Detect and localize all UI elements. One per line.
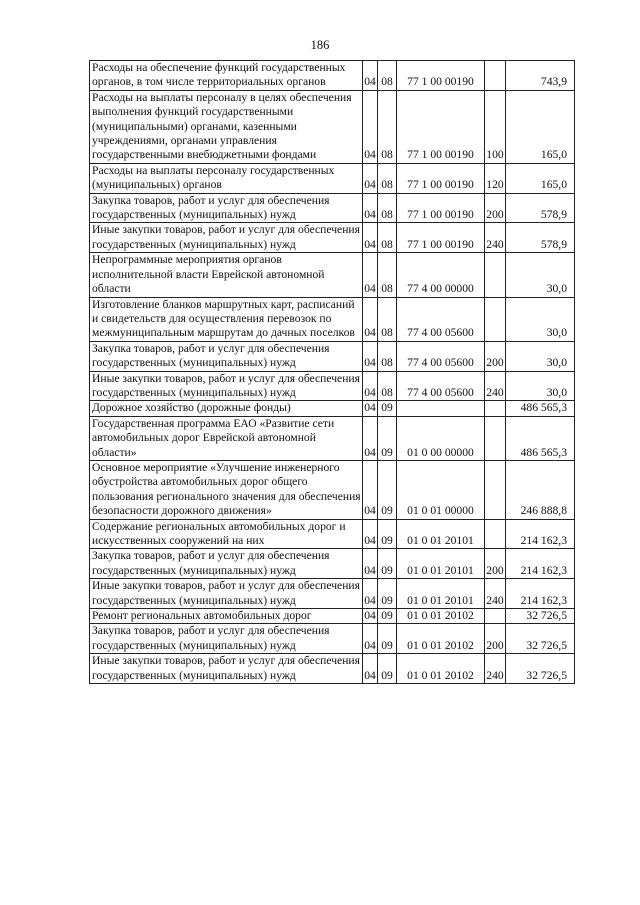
row-name: Закупка товаров, работ и услуг для обеспечения государственных (муниципальных) нужд xyxy=(90,341,363,371)
row-target-article: 01 0 01 20101 xyxy=(397,579,485,609)
table-row xyxy=(90,193,575,223)
table-row xyxy=(90,341,575,371)
table-row xyxy=(90,401,575,416)
row-target-article: 77 1 00 00190 xyxy=(397,193,485,223)
row-expense-type xyxy=(485,297,506,341)
row-expense-type: 200 xyxy=(485,624,506,654)
row-target-article: 77 1 00 00190 xyxy=(397,61,485,91)
row-subsection: 08 xyxy=(378,297,397,341)
row-name: Иные закупки товаров, работ и услуг для обеспечения государственных (муниципальных) нужд xyxy=(90,654,363,684)
row-target-article: 77 4 00 00000 xyxy=(397,253,485,297)
row-amount: 32 726,5 xyxy=(506,624,575,654)
row-name: Непрограммные мероприятия органов исполнительной власти Еврейской автономной области xyxy=(90,253,363,297)
row-name: Закупка товаров, работ и услуг для обеспечения государственных (муниципальных) нужд xyxy=(90,549,363,579)
row-subsection: 08 xyxy=(378,193,397,223)
row-expense-type: 200 xyxy=(485,193,506,223)
row-name: Иные закупки товаров, работ и услуг для обеспечения государственных (муниципальных) нужд xyxy=(90,579,363,609)
row-name: Расходы на выплаты персоналу государственных (муниципальных) органов xyxy=(90,163,363,193)
row-section: 04 xyxy=(363,519,378,549)
row-subsection: 08 xyxy=(378,61,397,91)
row-target-article: 77 1 00 00190 xyxy=(397,163,485,193)
row-name: Иные закупки товаров, работ и услуг для обеспечения государственных (муниципальных) нужд xyxy=(90,223,363,253)
row-target-article: 01 0 01 20102 xyxy=(397,624,485,654)
row-amount: 165,0 xyxy=(506,163,575,193)
table-row xyxy=(90,371,575,401)
row-subsection: 08 xyxy=(378,223,397,253)
row-amount: 32 726,5 xyxy=(506,609,575,624)
row-section: 04 xyxy=(363,297,378,341)
table-row xyxy=(90,416,575,460)
row-target-article: 01 0 01 20101 xyxy=(397,549,485,579)
row-name: Ремонт региональных автомобильных дорог xyxy=(90,609,363,624)
row-section: 04 xyxy=(363,654,378,684)
table-row xyxy=(90,460,575,519)
row-amount: 165,0 xyxy=(506,90,575,163)
row-section: 04 xyxy=(363,549,378,579)
row-section: 04 xyxy=(363,371,378,401)
row-expense-type xyxy=(485,416,506,460)
row-target-article: 01 0 01 00000 xyxy=(397,460,485,519)
table-row xyxy=(90,90,575,163)
row-expense-type: 200 xyxy=(485,549,506,579)
row-expense-type: 240 xyxy=(485,579,506,609)
table-row xyxy=(90,579,575,609)
row-subsection: 08 xyxy=(378,90,397,163)
row-expense-type xyxy=(485,61,506,91)
row-section: 04 xyxy=(363,90,378,163)
row-section: 04 xyxy=(363,416,378,460)
row-section: 04 xyxy=(363,341,378,371)
row-subsection: 08 xyxy=(378,253,397,297)
row-amount: 30,0 xyxy=(506,341,575,371)
row-section: 04 xyxy=(363,223,378,253)
budget-table xyxy=(89,60,575,684)
row-name: Расходы на выплаты персоналу в целях обеспечения выполнения функций государственными (муниципальными) органами, казенными учреждениями, органами управления государственными внебюджетными фондами xyxy=(90,90,363,163)
row-expense-type: 200 xyxy=(485,341,506,371)
table-row xyxy=(90,549,575,579)
row-subsection: 09 xyxy=(378,654,397,684)
table-row xyxy=(90,61,575,91)
row-section: 04 xyxy=(363,579,378,609)
row-section: 04 xyxy=(363,61,378,91)
table-row xyxy=(90,253,575,297)
page-number: 186 xyxy=(310,38,330,52)
row-target-article: 01 0 01 20102 xyxy=(397,654,485,684)
row-name: Содержание региональных автомобильных дорог и искусственных сооружений на них xyxy=(90,519,363,549)
row-target-article: 77 1 00 00190 xyxy=(397,223,485,253)
row-amount: 486 565,3 xyxy=(506,401,575,416)
row-target-article: 77 1 00 00190 xyxy=(397,90,485,163)
row-name: Закупка товаров, работ и услуг для обеспечения государственных (муниципальных) нужд xyxy=(90,624,363,654)
row-section: 04 xyxy=(363,624,378,654)
row-amount: 30,0 xyxy=(506,253,575,297)
row-expense-type: 240 xyxy=(485,654,506,684)
table-row xyxy=(90,297,575,341)
row-expense-type xyxy=(485,460,506,519)
row-name: Изготовление бланков маршрутных карт, расписаний и свидетельств для осуществления перевозок по межмуниципальным маршрутам до дачных поселков xyxy=(90,297,363,341)
row-section: 04 xyxy=(363,163,378,193)
row-target-article: 01 0 01 20101 xyxy=(397,519,485,549)
row-amount: 214 162,3 xyxy=(506,519,575,549)
row-expense-type: 240 xyxy=(485,223,506,253)
row-expense-type xyxy=(485,519,506,549)
row-expense-type: 100 xyxy=(485,90,506,163)
row-amount: 214 162,3 xyxy=(506,579,575,609)
row-subsection: 09 xyxy=(378,624,397,654)
table-row xyxy=(90,223,575,253)
row-subsection: 09 xyxy=(378,460,397,519)
row-amount: 32 726,5 xyxy=(506,654,575,684)
row-amount: 30,0 xyxy=(506,297,575,341)
row-subsection: 09 xyxy=(378,416,397,460)
table-row xyxy=(90,609,575,624)
row-section: 04 xyxy=(363,193,378,223)
row-expense-type xyxy=(485,401,506,416)
row-amount: 486 565,3 xyxy=(506,416,575,460)
table-row xyxy=(90,519,575,549)
row-target-article: 01 0 01 20102 xyxy=(397,609,485,624)
row-amount: 578,9 xyxy=(506,193,575,223)
table-row xyxy=(90,624,575,654)
row-target-article xyxy=(397,401,485,416)
row-target-article: 77 4 00 05600 xyxy=(397,341,485,371)
table-row xyxy=(90,163,575,193)
row-subsection: 09 xyxy=(378,579,397,609)
row-subsection: 09 xyxy=(378,609,397,624)
row-amount: 30,0 xyxy=(506,371,575,401)
row-amount: 578,9 xyxy=(506,223,575,253)
row-section: 04 xyxy=(363,460,378,519)
row-subsection: 09 xyxy=(378,549,397,579)
row-name: Государственная программа ЕАО «Развитие сети автомобильных дорог Еврейской автономной области» xyxy=(90,416,363,460)
row-expense-type xyxy=(485,609,506,624)
row-subsection: 09 xyxy=(378,519,397,549)
row-amount: 214 162,3 xyxy=(506,549,575,579)
row-name: Дорожное хозяйство (дорожные фонды) xyxy=(90,401,363,416)
row-section: 04 xyxy=(363,253,378,297)
row-target-article: 77 4 00 05600 xyxy=(397,297,485,341)
row-subsection: 08 xyxy=(378,341,397,371)
row-name: Закупка товаров, работ и услуг для обеспечения государственных (муниципальных) нужд xyxy=(90,193,363,223)
row-subsection: 08 xyxy=(378,163,397,193)
row-section: 04 xyxy=(364,609,376,623)
row-name: Основное мероприятие «Улучшение инженерного обустройства автомобильных дорог общего пользования регионального значения для обеспечения безопасности дорожного движения» xyxy=(90,460,363,519)
row-section: 04 xyxy=(364,401,376,415)
table-row xyxy=(90,654,575,684)
row-subsection: 08 xyxy=(378,371,397,401)
row-name: Расходы на обеспечение функций государственных органов, в том числе территориальных органов xyxy=(90,61,363,91)
row-expense-type xyxy=(485,253,506,297)
row-expense-type: 240 xyxy=(485,371,506,401)
row-amount: 246 888,8 xyxy=(506,460,575,519)
row-amount: 743,9 xyxy=(506,61,575,91)
row-target-article: 77 4 00 05600 xyxy=(397,371,485,401)
row-expense-type: 120 xyxy=(485,163,506,193)
row-name: Иные закупки товаров, работ и услуг для обеспечения государственных (муниципальных) нужд xyxy=(90,371,363,401)
row-subsection: 09 xyxy=(378,401,397,416)
row-target-article: 01 0 00 00000 xyxy=(397,416,485,460)
